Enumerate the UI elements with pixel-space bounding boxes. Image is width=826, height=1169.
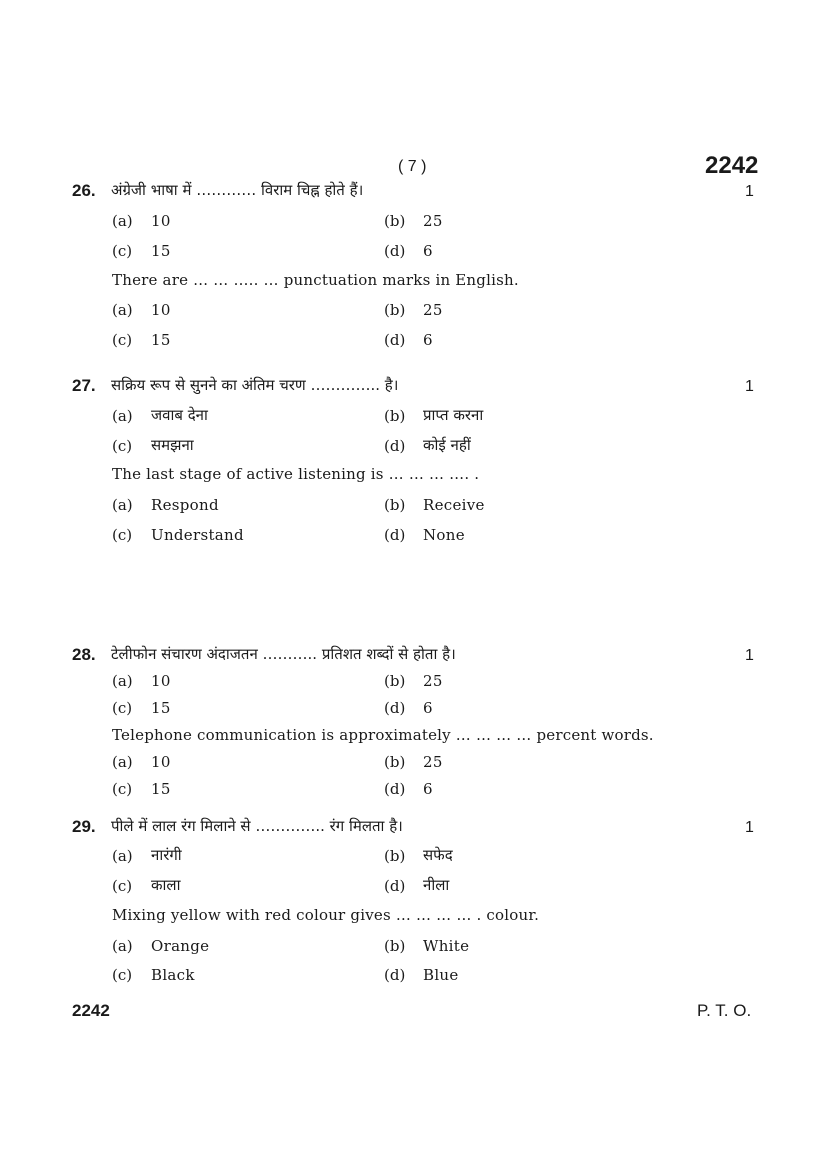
question-marks: 1 xyxy=(745,647,754,664)
question-number: 29. xyxy=(72,817,96,836)
option-letter: (d) xyxy=(384,699,406,717)
option-letter: (b) xyxy=(384,753,406,771)
option-text: Blue xyxy=(423,966,459,984)
option-letter: (c) xyxy=(112,331,133,349)
option-text: 10 xyxy=(151,753,171,771)
option-text: Respond xyxy=(151,496,219,514)
option-letter: (d) xyxy=(384,437,406,455)
question-text-hindi: सक्रिय रूप से सुनने का अंतिम चरण ………….. है। xyxy=(111,376,399,394)
option-letter: (a) xyxy=(112,753,133,771)
option-letter: (b) xyxy=(384,407,406,425)
question-marks: 1 xyxy=(745,183,754,200)
option-letter: (b) xyxy=(384,212,406,230)
option-text: 6 xyxy=(423,699,433,717)
option-text: 25 xyxy=(423,672,443,690)
option-letter: (d) xyxy=(384,242,406,260)
pto-label: P. T. O. xyxy=(697,1001,752,1020)
option-text: नीला xyxy=(423,876,450,894)
question-text-english: Telephone communication is approximately … … … … percent words. xyxy=(112,726,654,744)
option-text: 25 xyxy=(423,301,443,319)
option-text: White xyxy=(423,937,470,955)
option-letter: (a) xyxy=(112,212,133,230)
question-number: 28. xyxy=(72,645,96,664)
option-text: 15 xyxy=(151,780,171,798)
question-number: 26. xyxy=(72,181,96,200)
option-text: Understand xyxy=(151,526,244,544)
option-text: 6 xyxy=(423,242,433,260)
question-number: 27. xyxy=(72,376,96,395)
option-letter: (a) xyxy=(112,407,133,425)
option-text: 6 xyxy=(423,780,433,798)
option-letter: (a) xyxy=(112,672,133,690)
question-marks: 1 xyxy=(745,378,754,395)
option-text: 15 xyxy=(151,699,171,717)
option-letter: (c) xyxy=(112,437,133,455)
option-text: 25 xyxy=(423,753,443,771)
option-text: None xyxy=(423,526,465,544)
option-letter: (d) xyxy=(384,780,406,798)
option-letter: (a) xyxy=(112,301,133,319)
option-text: 10 xyxy=(151,672,171,690)
option-text: 6 xyxy=(423,331,433,349)
question-marks: 1 xyxy=(745,819,754,836)
question-text-english: The last stage of active listening is … … … …. . xyxy=(112,465,480,483)
option-letter: (b) xyxy=(384,301,406,319)
question-text-english: There are … … ….. … punctuation marks in English. xyxy=(112,271,519,289)
option-text: कोई नहीं xyxy=(423,436,471,454)
option-text: Black xyxy=(151,966,195,984)
option-letter: (c) xyxy=(112,699,133,717)
option-letter: (a) xyxy=(112,847,133,865)
paper-code-header: 2242 xyxy=(705,152,759,179)
question-text-english: Mixing yellow with red colour gives … … … … . colour. xyxy=(112,906,540,924)
option-text: प्राप्त करना xyxy=(423,406,484,424)
option-text: 15 xyxy=(151,242,171,260)
option-text: नारंगी xyxy=(151,846,182,864)
option-text: 10 xyxy=(151,212,171,230)
option-letter: (c) xyxy=(112,242,133,260)
option-text: जवाब देना xyxy=(151,406,208,424)
option-text: Receive xyxy=(423,496,485,514)
question-text-hindi: अंग्रेजी भाषा में ………… विराम चिह्न होते हैं। xyxy=(111,181,364,199)
option-letter: (c) xyxy=(112,966,133,984)
option-letter: (c) xyxy=(112,526,133,544)
option-letter: (b) xyxy=(384,672,406,690)
option-text: 15 xyxy=(151,331,171,349)
question-text-hindi: टेलीफोन संचारण अंदाजतन ……….. प्रतिशत शब्दों से होता है। xyxy=(111,645,456,663)
option-letter: (b) xyxy=(384,496,406,514)
option-letter: (c) xyxy=(112,877,133,895)
option-letter: (a) xyxy=(112,496,133,514)
page-number: ( 7 ) xyxy=(398,158,427,175)
option-text: काला xyxy=(151,876,181,894)
option-text: समझना xyxy=(151,436,194,454)
option-text: सफेद xyxy=(423,846,453,864)
option-letter: (b) xyxy=(384,937,406,955)
option-letter: (d) xyxy=(384,526,406,544)
question-text-hindi: पीले में लाल रंग मिलाने से ………….. रंग मिलता है। xyxy=(111,817,403,835)
option-letter: (c) xyxy=(112,780,133,798)
option-letter: (d) xyxy=(384,877,406,895)
option-letter: (a) xyxy=(112,937,133,955)
option-text: 25 xyxy=(423,212,443,230)
option-letter: (d) xyxy=(384,331,406,349)
option-text: Orange xyxy=(151,937,210,955)
option-letter: (b) xyxy=(384,847,406,865)
option-letter: (d) xyxy=(384,966,406,984)
paper-code-footer: 2242 xyxy=(72,1001,110,1020)
option-text: 10 xyxy=(151,301,171,319)
